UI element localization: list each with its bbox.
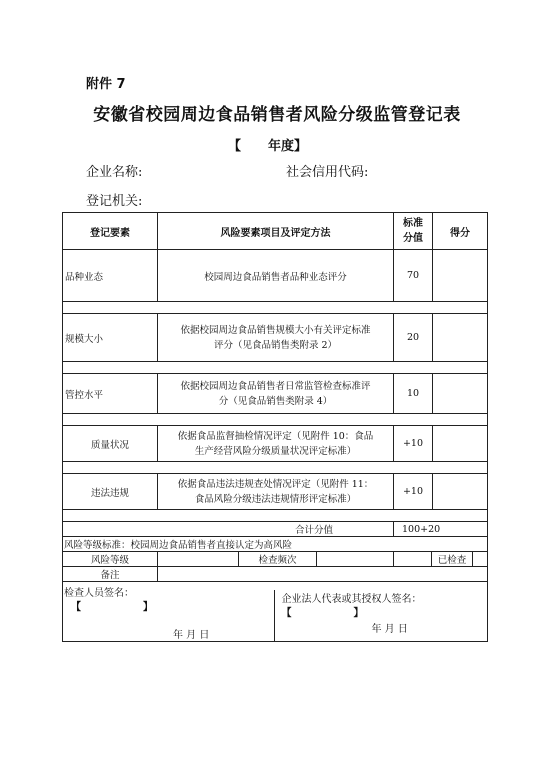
inspector-bracket-close: 】 [143, 602, 153, 613]
header-element: 登记要素 [63, 213, 158, 250]
row-score [433, 250, 488, 302]
year-bracket-open: 【 [228, 139, 242, 154]
signature-row [63, 582, 488, 642]
row-score [433, 474, 488, 510]
row-element: 管控水平 [63, 374, 158, 414]
row-method-line1: 依据食品监督抽检情况评定（见附件 10：食品 [177, 430, 374, 442]
enterprise-name-label: 企业名称: [86, 165, 143, 180]
header-standard-line2: 分值 [403, 233, 423, 244]
row-method [158, 426, 394, 462]
spacer-row [63, 462, 488, 474]
signature-divider [274, 590, 276, 642]
row-score [433, 314, 488, 362]
header-score: 得分 [433, 213, 488, 250]
legal-signature-cell [281, 582, 488, 642]
spacer-row [63, 414, 488, 426]
risk-level-middle [158, 552, 394, 567]
table-row [63, 314, 488, 362]
spacer-row [63, 362, 488, 374]
row-method-line2: 食品风险分级违法违规情形评定标准） [194, 493, 357, 505]
total-value: 100+20 [394, 522, 488, 537]
risk-standard-row [63, 537, 488, 552]
total-row [63, 522, 488, 537]
row-element: 违法违规 [63, 474, 158, 510]
row-standard: 10 [394, 374, 433, 414]
inspected-cell [394, 552, 488, 567]
credit-code-label: 社会信用代码: [286, 165, 369, 180]
inspected-value [473, 552, 487, 566]
spacer-row [63, 510, 488, 522]
row-standard: +10 [394, 474, 433, 510]
row-standard: 20 [394, 314, 433, 362]
remarks-row [63, 567, 488, 582]
row-method [158, 474, 394, 510]
registration-authority-label: 登记机关: [86, 194, 143, 209]
row-method-line1: 依据校园周边食品销售者日常监管检查标准评 [180, 380, 371, 392]
risk-level-label: 风险等级 [63, 552, 158, 567]
inspector-bracket-open: 【 [71, 602, 81, 613]
risk-standard-text: 风险等级标准：校园周边食品销售者直接认定为高风险 [63, 537, 488, 552]
inspector-label: 检查人员签名： [64, 588, 134, 599]
row-score [433, 426, 488, 462]
header-standard [394, 213, 433, 250]
row-element: 规模大小 [63, 314, 158, 362]
row-method: 校园周边食品销售者品种业态评分 [158, 250, 394, 302]
inspected-label: 已检查 [431, 552, 473, 566]
table-row [63, 250, 488, 302]
row-standard: 70 [394, 250, 433, 302]
attachment-label: 附件 7 [86, 77, 126, 92]
risk-level-value [158, 552, 239, 566]
year-label: 年度】 [268, 139, 308, 154]
inspector-date: 年 月 日 [173, 630, 210, 641]
remarks-label: 备注 [63, 567, 158, 582]
header-standard-line1: 标准 [403, 218, 423, 229]
legal-bracket-open: 【 [281, 608, 292, 619]
spacer-row [63, 302, 488, 314]
row-method [158, 314, 394, 362]
table-row [63, 374, 488, 414]
row-method-line2: 分（见食品销售类附录 4） [218, 395, 333, 407]
row-method [158, 374, 394, 414]
legal-label: 企业法人代表或其授权人签名： [281, 594, 422, 605]
row-method-line1: 依据食品违法违规查处情况评定（见附件 11： [177, 478, 374, 490]
total-label: 合计分值 [63, 522, 394, 537]
inspected-spacer [394, 552, 431, 566]
registration-table [62, 212, 488, 642]
row-method-line2: 生产经营风险分级质量状况评定标准） [194, 445, 357, 457]
row-method-line2: 评分（见食品销售类附录 2） [213, 339, 338, 351]
legal-date: 年 月 日 [371, 624, 408, 635]
row-score [433, 374, 488, 414]
row-method-line1: 依据校园周边食品销售规模大小有关评定标准 [180, 324, 371, 336]
header-method: 风险要素项目及评定方法 [158, 213, 394, 250]
row-element: 品种业态 [63, 250, 158, 302]
risk-level-row [63, 552, 488, 567]
table-header-row [63, 213, 488, 250]
legal-bracket-close: 】 [353, 608, 364, 619]
table-row [63, 474, 488, 510]
document-title: 安徽省校园周边食品销售者风险分级监管登记表 [93, 105, 461, 125]
remarks-value [158, 567, 488, 582]
row-standard: +10 [394, 426, 433, 462]
row-element: 质量状况 [63, 426, 158, 462]
inspection-frequency-label: 检查频次 [239, 552, 317, 566]
table-row [63, 426, 488, 462]
inspection-frequency-value [317, 552, 393, 566]
